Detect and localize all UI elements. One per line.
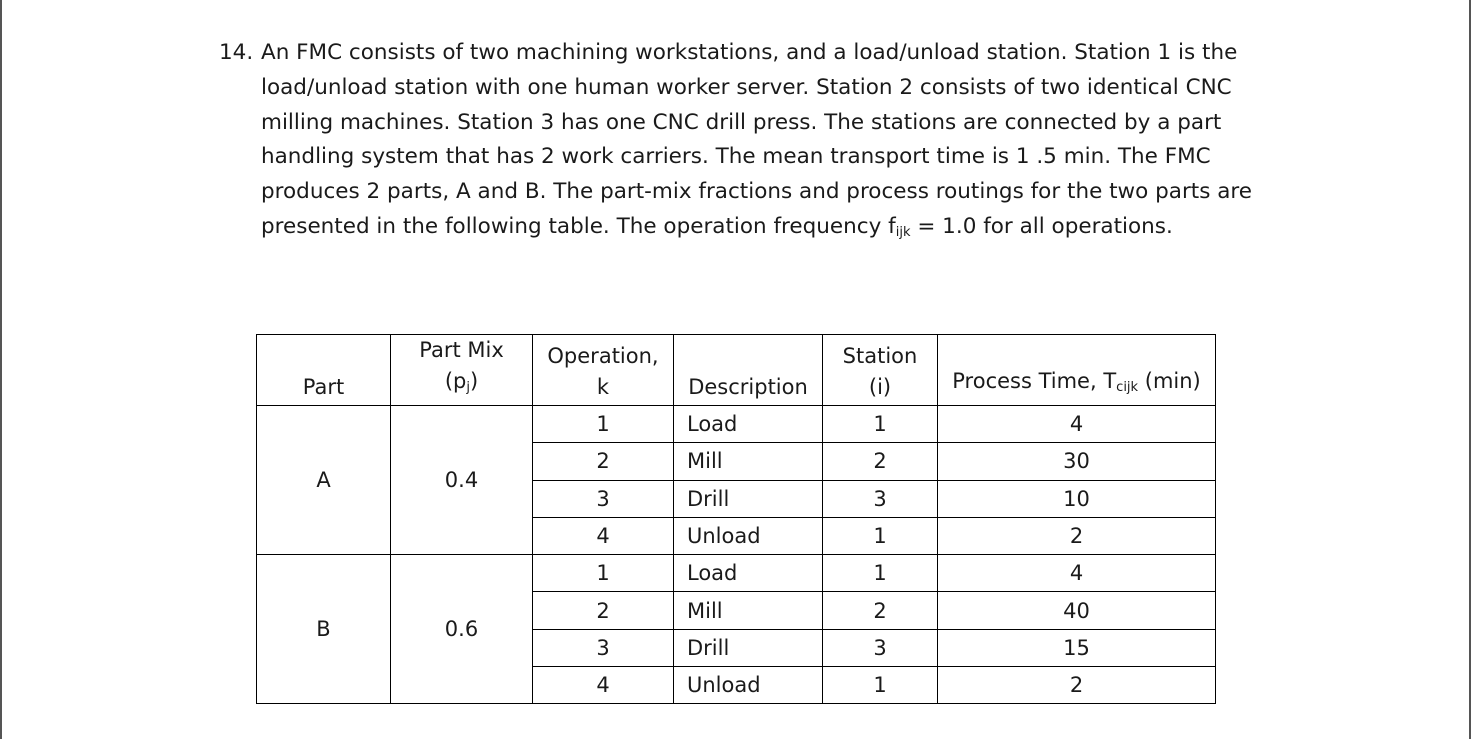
process-time-cell: 30: [938, 443, 1216, 480]
problem-statement: [219, 36, 1259, 251]
operation-cell: 4: [533, 517, 674, 554]
header-operation-label: Operation,: [547, 344, 659, 368]
header-part: Part: [257, 335, 391, 406]
process-time-subscript: cijk: [1116, 380, 1139, 395]
station-cell: 3: [823, 629, 938, 666]
table-row: [257, 406, 1216, 443]
problem-line-text: presented in the following table. The operation frequency f: [261, 213, 896, 239]
problem-line: milling machines. Station 3 has one CNC drill press. The stations are connected by a part: [261, 109, 1222, 135]
process-time-cell: 4: [938, 555, 1216, 592]
operation-cell: 3: [533, 629, 674, 666]
operation-cell: 4: [533, 667, 674, 704]
header-process-time-unit: (min): [1138, 369, 1201, 393]
description-cell: Mill: [674, 592, 823, 629]
process-routing-table: [256, 334, 1216, 704]
description-cell: Drill: [674, 480, 823, 517]
symbol-text: ): [469, 369, 479, 393]
header-station-symbol: (i): [868, 375, 892, 399]
process-time-cell: 2: [938, 517, 1216, 554]
description-cell: Unload: [674, 517, 823, 554]
process-time-cell: 15: [938, 629, 1216, 666]
header-part-mix-symbol: [397, 366, 526, 403]
station-cell: 3: [823, 480, 938, 517]
header-station-label: Station: [842, 344, 918, 368]
symbol-subscript: j: [466, 380, 470, 395]
process-time-cell: 4: [938, 406, 1216, 443]
table-header-row: [257, 335, 1216, 406]
header-description: Description: [674, 335, 823, 406]
station-cell: 2: [823, 443, 938, 480]
operation-cell: 1: [533, 555, 674, 592]
problem-line-text: = 1.0 for all operations.: [910, 213, 1173, 239]
description-cell: Unload: [674, 667, 823, 704]
table-row: [257, 555, 1216, 592]
problem-line: load/unload station with one human worker server. Station 2 consists of two identical CNC: [261, 74, 1232, 100]
description-cell: Load: [674, 555, 823, 592]
part-cell: A: [257, 406, 391, 555]
header-process-time-label: Process Time, T: [952, 369, 1117, 393]
process-time-cell: 40: [938, 592, 1216, 629]
operation-cell: 2: [533, 443, 674, 480]
station-cell: 1: [823, 517, 938, 554]
header-operation-symbol: k: [596, 375, 610, 399]
problem-line: produces 2 parts, A and B. The part-mix fractions and process routings for the two parts are: [261, 179, 1253, 205]
station-cell: 2: [823, 592, 938, 629]
problem-number: 14.: [219, 40, 254, 65]
part-mix-cell: 0.4: [391, 406, 533, 555]
page-edge-left: [0, 0, 2, 739]
problem-line: handling system that has 2 work carriers. The mean transport time is 1 .5 min. The FMC: [261, 144, 1211, 170]
problem-line-last: [261, 210, 1259, 251]
process-time-cell: 2: [938, 667, 1216, 704]
problem-line: An FMC consists of two machining workstations, and a load/unload station. Station 1 is the: [261, 40, 1238, 65]
operation-cell: 3: [533, 480, 674, 517]
description-cell: Mill: [674, 443, 823, 480]
header-part-mix-label: Part Mix: [419, 338, 504, 362]
part-cell: B: [257, 555, 391, 704]
station-cell: 1: [823, 555, 938, 592]
symbol-text: (p: [444, 369, 467, 393]
operation-cell: 2: [533, 592, 674, 629]
header-station: [823, 335, 938, 406]
header-operation: [533, 335, 674, 406]
station-cell: 1: [823, 406, 938, 443]
description-cell: Load: [674, 406, 823, 443]
frequency-subscript: ijk: [895, 224, 911, 240]
problem-text: [261, 36, 1259, 251]
station-cell: 1: [823, 667, 938, 704]
description-cell: Drill: [674, 629, 823, 666]
header-part-mix: [391, 335, 533, 406]
part-mix-cell: 0.6: [391, 555, 533, 704]
process-time-cell: 10: [938, 480, 1216, 517]
operation-cell: 1: [533, 406, 674, 443]
header-process-time: [938, 335, 1216, 406]
